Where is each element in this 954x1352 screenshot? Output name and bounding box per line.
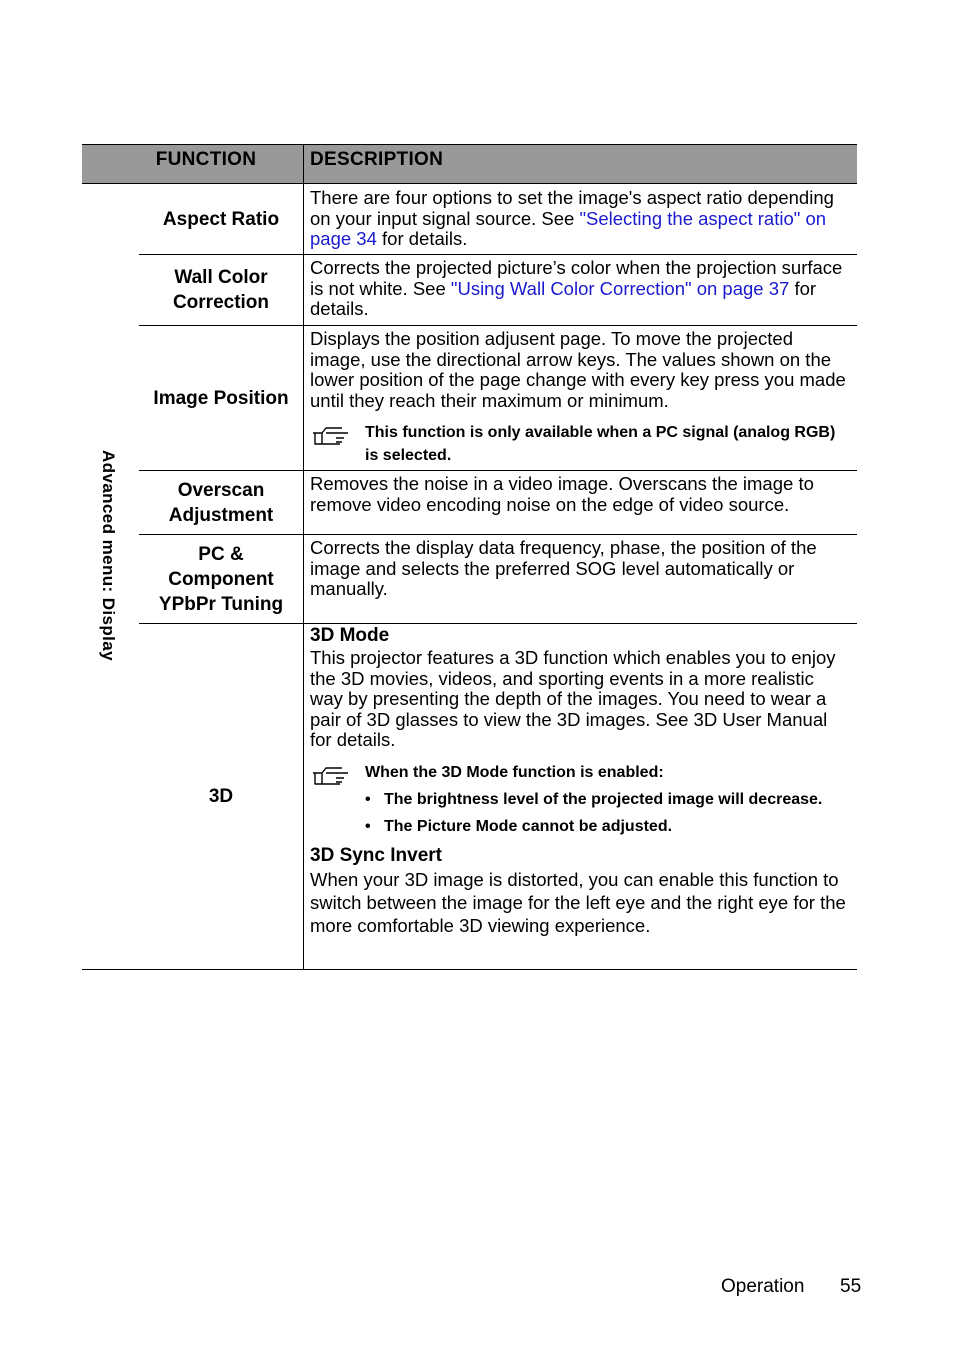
list-item: • The Picture Mode cannot be adjusted. — [365, 817, 673, 835]
settings-table — [82, 144, 857, 970]
table-row-pc-component-tuning — [139, 535, 857, 624]
list-item: • The brightness level of the projected image will decrease. — [365, 790, 823, 808]
wall-color-correction-link[interactable]: "Using Wall Color Correction" on page 37 — [450, 277, 790, 299]
function-name: Image Position — [153, 387, 289, 409]
function-column-header: FUNCTION — [155, 149, 257, 170]
aspect-ratio-link[interactable]: "Selecting the aspect ratio" on page 34 — [310, 207, 827, 249]
function-name: Overscan Adjustment — [168, 479, 274, 526]
table-row-image-position — [139, 326, 857, 471]
table-row-overscan-adjustment — [139, 471, 857, 535]
footer-section: Operation — [721, 1276, 805, 1297]
pointing-hand-icon — [312, 425, 350, 454]
note: This function is only available when a PC signal (analog RGB) is selected. — [310, 421, 850, 467]
table-header — [82, 144, 857, 184]
function-description: There are four options to set the image's aspect ratio depending on your input signal source. See "Selecting the aspect ratio" on page 34 for details. — [310, 187, 834, 249]
description-column-header: DESCRIPTION — [310, 149, 444, 170]
note: When the 3D Mode function is enabled: • The brightness level of the projected image will decrease. • The Picture Mode cannot be adjusted. — [310, 761, 850, 838]
function-name: PC & Component YPbPr Tuning — [158, 543, 284, 615]
function-description: Corrects the display data frequency, phase, the position of the image and selects the preferred SOG level automatically or manually. — [310, 537, 817, 599]
table-row-wall-color-correction — [139, 255, 857, 326]
function-name: 3D — [208, 786, 234, 807]
function-name: Wall Color Correction — [172, 267, 270, 313]
3d-mode-heading: 3D Mode — [310, 625, 390, 646]
function-description: Corrects the projected picture’s color when the projection surface is not white. See "Using Wall Color Correction" on page 37 for details. — [310, 257, 843, 319]
function-description: Displays the position adjusent page. To move the projected image, use the directional arrow keys. The values shown on the lower position of the page change with every key press you made until they reach their maximum or minimum. This function is only available when a PC signal (analog RGB) is selected. — [310, 329, 850, 467]
table-row-3d — [139, 624, 857, 969]
pointing-hand-icon — [312, 765, 350, 794]
3d-sync-invert-heading: 3D Sync Invert — [310, 844, 442, 866]
function-description: Removes the noise in a video image. Overscans the image to remove video encoding noise on the edge of video source. — [310, 473, 814, 515]
table-body: Advanced menu: Display Aspect Ratio There are four options to set the image's aspect ratio depending on your input signal source. See "Selecting the aspect ratio" on page 34 for details. Wall Color Correction Corrects the projected picture’s color when the projection surface is not white. See "Using Wall Color Correction" on page 37 for details. Image Position Displays the position adjusent page. To move the projected image, use the directional arrow keys. The values shown on the lower position of the page change with every key press you made until they reach their maximum or minimum. This function is only available when a PC signal (analog RGB) is selected. Overscan Adjustment Removes the noise in a video image. Overscans the image to remove video encoding noise on the edge of video source. PC & Component YPbPr Tuning Corrects the display data frequency, phase, the position of the image and selects the preferred SOG level automatically or manually. 3D 3D Mode This projector features a 3D function which enables you to enjoy the 3D movies, videos, and sporting events in a more realistic way by presenting the depth of the images. You need to wear a pair of 3D glasses to view the 3D images. See 3D User Manual for details. When the 3D Mode function is enabled: • The brightness level of the projected image will decrease. • The Picture Mode cannot be adjusted. 3D Sync Invert When your 3D image is distorted, you can enable this function to switch between the image for the left eye and the right eye for the more comfortable 3D viewing experience. — [82, 184, 857, 970]
page-number: 55 — [840, 1276, 862, 1297]
function-name: Aspect Ratio — [162, 208, 280, 230]
table-row-aspect-ratio — [139, 184, 857, 255]
function-description: 3D Mode This projector features a 3D function which enables you to enjoy the 3D movies, videos, and sporting events in a more realistic way by presenting the depth of the images. You need to wear a pair of 3D glasses to view the 3D images. See 3D User Manual for details. When the 3D Mode function is enabled: • The brightness level of the projected image will decrease. • The Picture Mode cannot be adjusted. 3D Sync Invert When your 3D image is distorted, you can enable this function to switch between the image for the left eye and the right eye for the more comfortable 3D viewing experience. — [310, 624, 850, 937]
